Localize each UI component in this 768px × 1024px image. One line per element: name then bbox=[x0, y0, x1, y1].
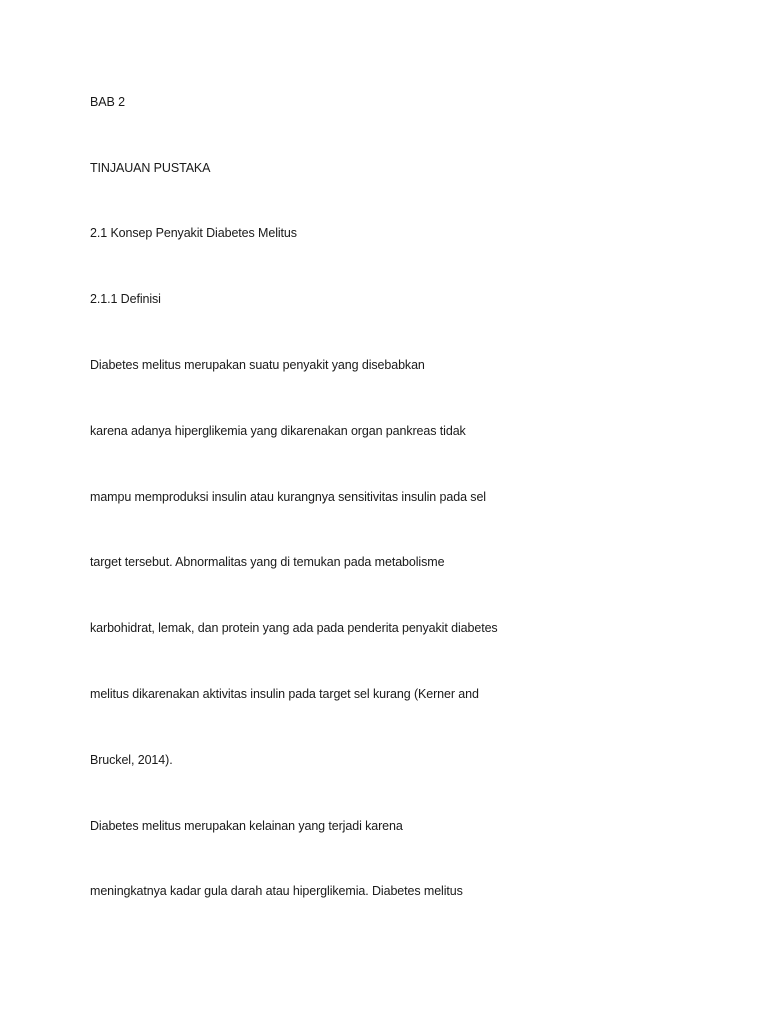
body-line: Diabetes melitus merupakan suatu penyakit yang disebabkan bbox=[90, 358, 425, 372]
body-line: mampu memproduksi insulin atau kurangnya sensitivitas insulin pada sel bbox=[90, 490, 486, 504]
chapter-title: TINJAUAN PUSTAKA bbox=[90, 161, 211, 175]
body-line: Diabetes melitus merupakan kelainan yang terjadi karena bbox=[90, 819, 403, 833]
section-heading: 2.1 Konsep Penyakit Diabetes Melitus bbox=[90, 226, 297, 240]
body-line: karbohidrat, lemak, dan protein yang ada pada penderita penyakit diabetes bbox=[90, 621, 498, 635]
body-line: karena adanya hiperglikemia yang dikarenakan organ pankreas tidak bbox=[90, 424, 466, 438]
chapter-number: BAB 2 bbox=[90, 95, 125, 109]
body-line: Bruckel, 2014). bbox=[90, 753, 173, 767]
body-line: melitus dikarenakan aktivitas insulin pada target sel kurang (Kerner and bbox=[90, 687, 479, 701]
body-line: target tersebut. Abnormalitas yang di temukan pada metabolisme bbox=[90, 555, 445, 569]
subsection-heading: 2.1.1 Definisi bbox=[90, 292, 161, 306]
body-line: meningkatnya kadar gula darah atau hiperglikemia. Diabetes melitus bbox=[90, 884, 463, 898]
